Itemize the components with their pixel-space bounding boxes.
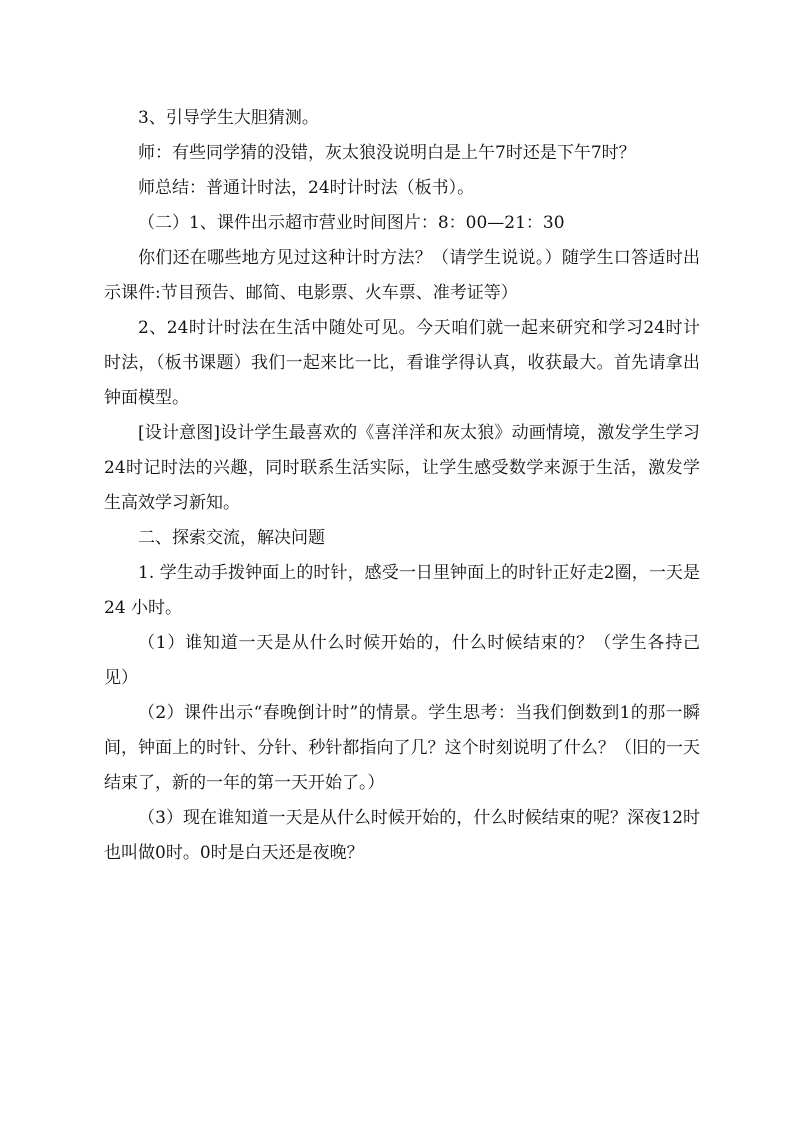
- paragraph-guess-step: 3、引导学生大胆猜测。: [138, 108, 319, 128]
- paragraph-design-intent: [设计意图]设计学生最喜欢的《喜洋洋和灰太狼》动画情境，激发学生学习24时记时法的兴趣，同时联系生活实际，让学生感受数学来源于生活，激发学生高效学习新知。: [104, 423, 700, 513]
- paragraph-question-2: （2）课件出示“春晚倒计时”的情景。学生思考：当我们倒数到1的那一瞬间，钟面上的时针、分针、秒针都指向了几？这个时刻说明了什么？（旧的一天结束了，新的一年的第一天开始了。）: [104, 703, 700, 793]
- paragraph-question-3: （3）现在谁知道一天是从什么时候开始的，什么时候结束的呢？深夜12时也叫做0时。0时是白天还是夜晚？: [104, 808, 700, 863]
- paragraph-teacher-summary: 师总结：普通计时法，24时计时法（板书）。: [138, 178, 475, 198]
- section-heading-explore: 二、探索交流，解决问题: [138, 528, 325, 548]
- paragraph-where-seen: 你们还在哪些地方见过这种计时方法？（请学生说说。）随学生口答适时出示课件:节目预告、邮简、电影票、火车票、准考证等）: [104, 248, 700, 303]
- paragraph-supermarket-hours: （二）1、课件出示超市营业时间图片：8：00—21：30: [138, 213, 565, 233]
- paragraph-24h-everywhere: 2、24时计时法在生活中随处可见。今天咱们就一起来研究和学习24时计时法，（板书课题）我们一起来比一比，看谁学得认真，收获最大。首先请拿出钟面模型。: [104, 318, 700, 408]
- paragraph-teacher-question: 师：有些同学猜的没错，灰太狼没说明白是上午7时还是下午7时？: [138, 143, 636, 163]
- paragraph-clock-hand: 1. 学生动手拨钟面上的时针，感受一日里钟面上的时针正好走2圈，一天是24 小时。: [104, 563, 700, 618]
- document-body: [104, 101, 700, 871]
- paragraph-question-1: （1）谁知道一天是从什么时候开始的，什么时候结束的？（学生各持己见）: [104, 633, 700, 688]
